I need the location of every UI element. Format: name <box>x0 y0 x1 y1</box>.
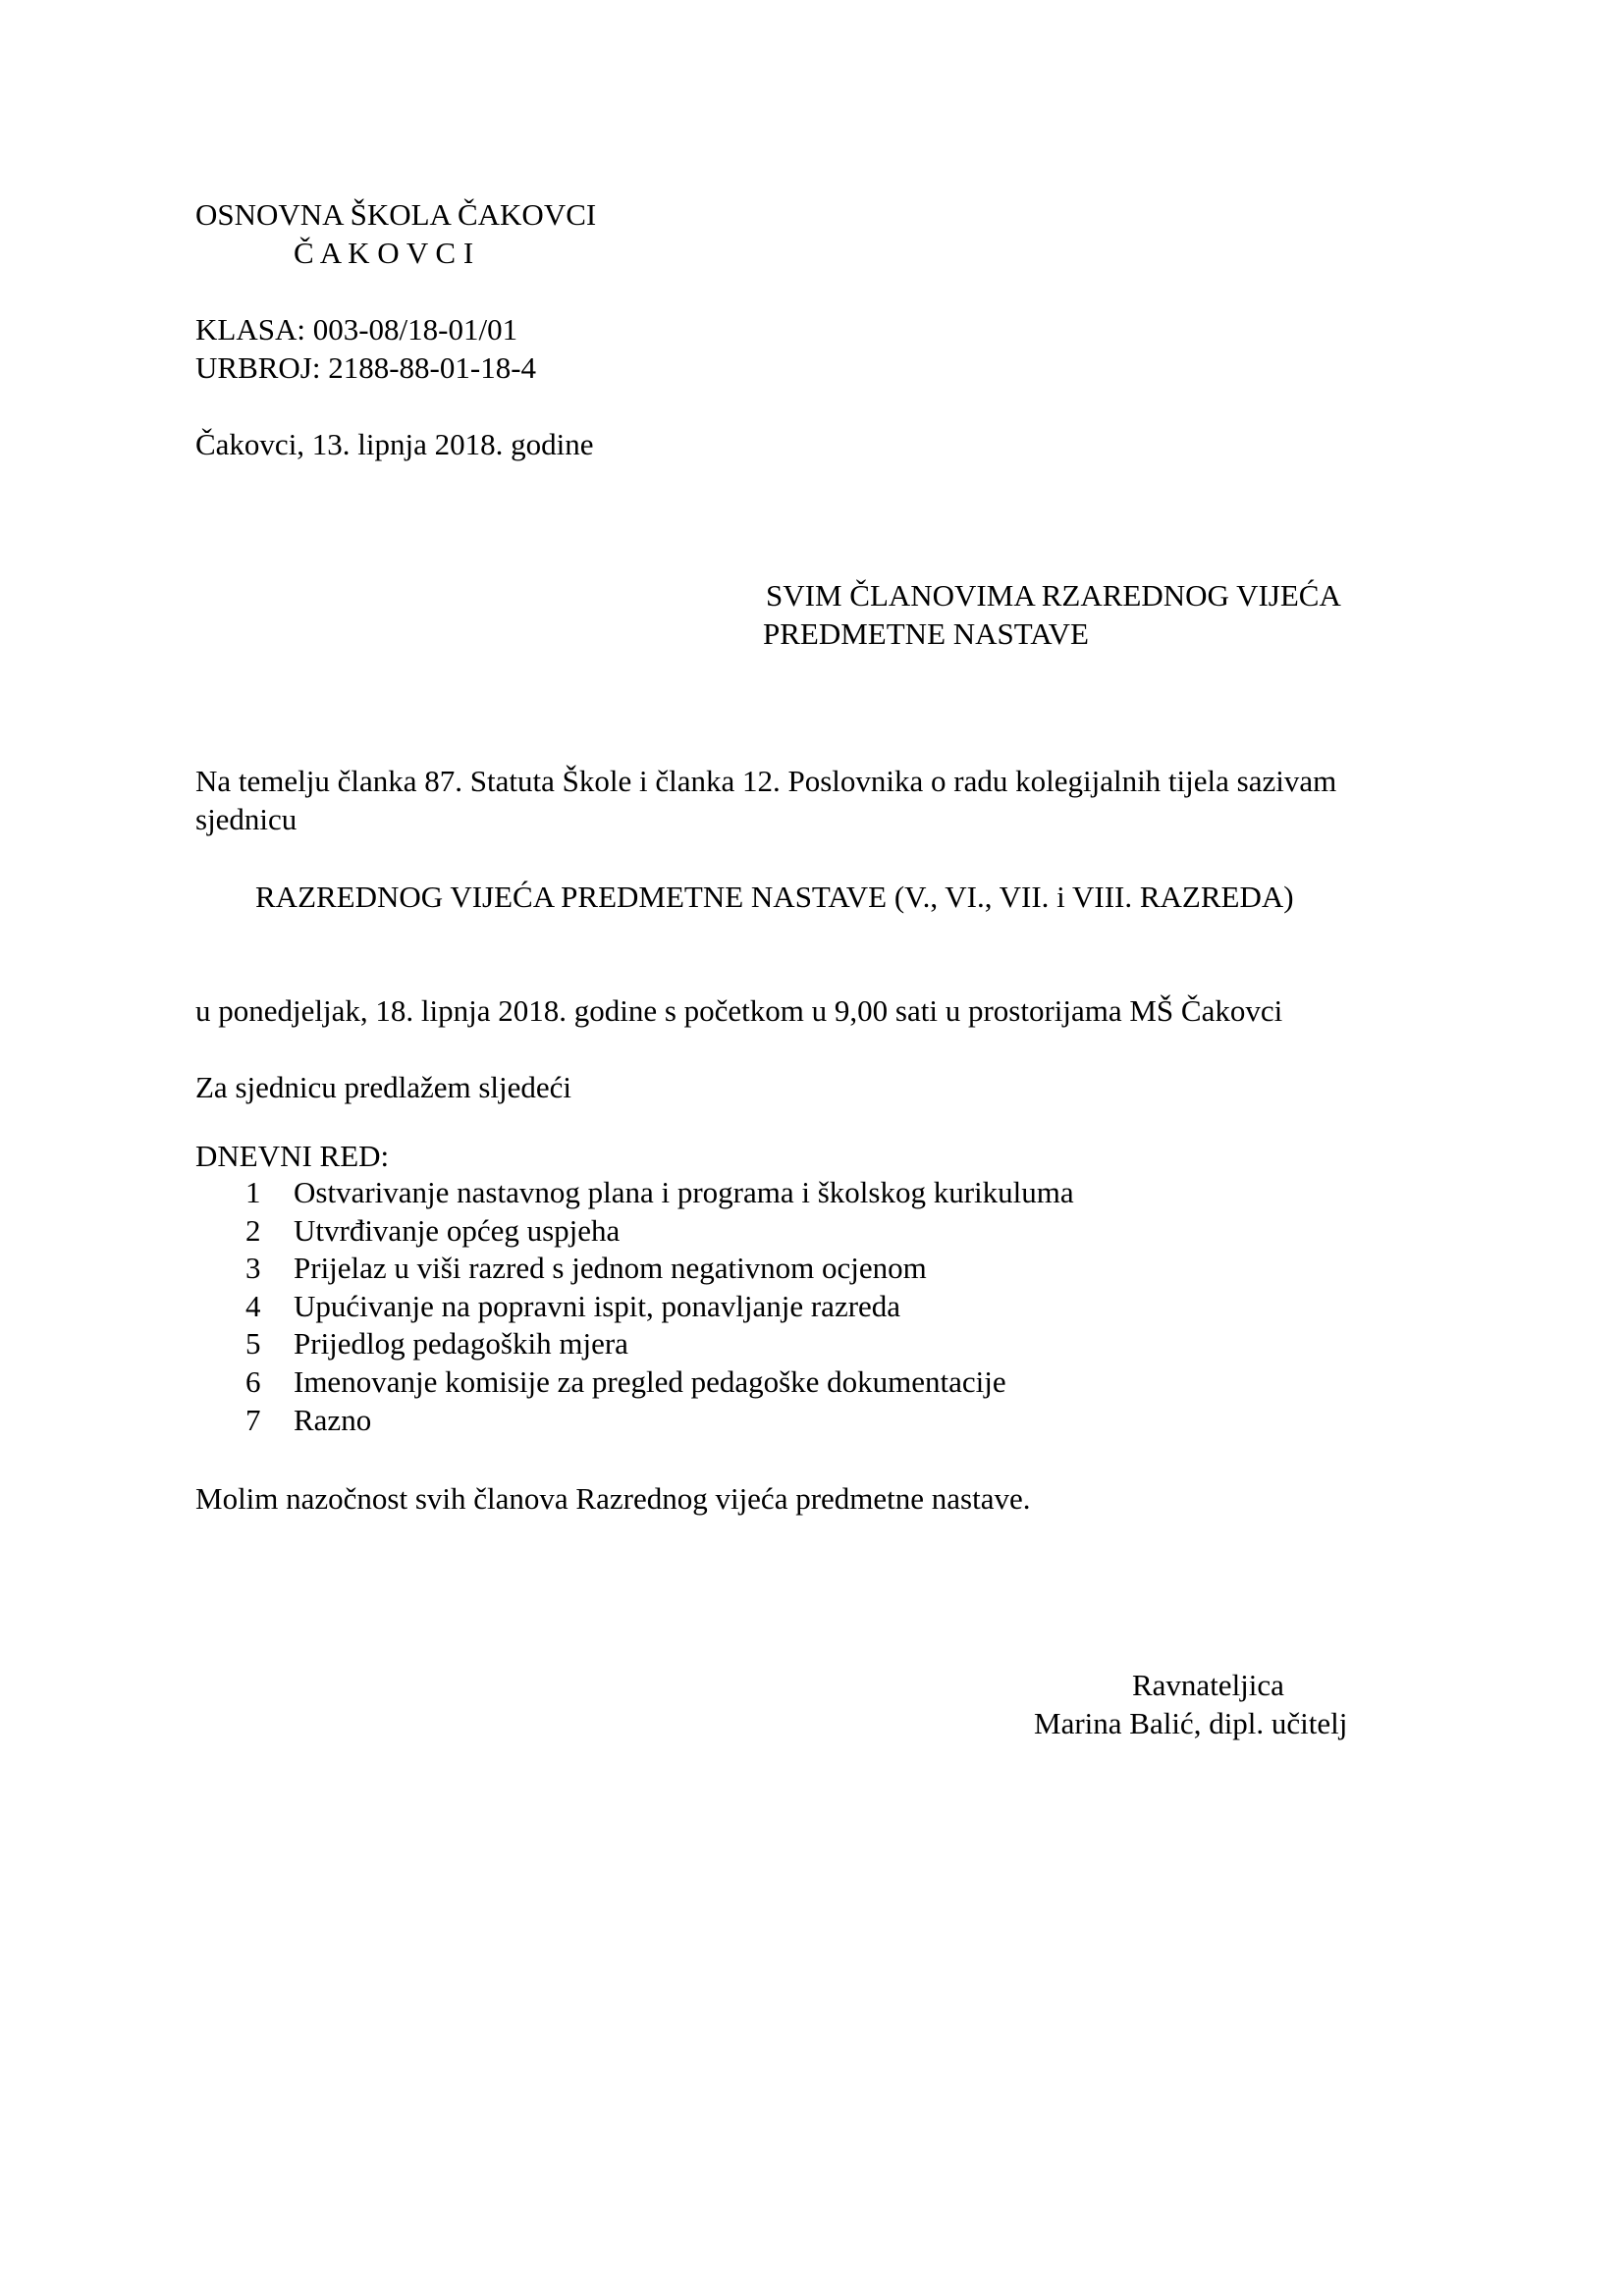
urbroj-number: URBROJ: 2188-88-01-18-4 <box>195 350 537 385</box>
agenda-item-text: Utvrđivanje općeg uspjeha <box>294 1212 621 1248</box>
agenda-item-number: 2 <box>245 1212 261 1248</box>
agenda-heading: DNEVNI RED: <box>195 1139 390 1173</box>
signature-title: Ravnateljica <box>1132 1668 1284 1702</box>
agenda-item-text: Ostvarivanje nastavnog plana i programa i školskog kurikuluma <box>294 1175 1074 1209</box>
closing-request: Molim nazočnost svih članova Razrednog vijeća predmetne nastave. <box>195 1481 1031 1516</box>
agenda-item-text: Prijelaz u viši razred s jednom negativnom ocjenom <box>294 1251 927 1286</box>
intro-line-2: sjednicu <box>195 802 298 836</box>
agenda-item-number: 3 <box>245 1251 261 1286</box>
agenda-item-number: 5 <box>245 1326 261 1362</box>
agenda-item-text: Razno <box>294 1402 372 1437</box>
agenda-item-number: 6 <box>245 1363 261 1399</box>
recipient-line-2: PREDMETNE NASTAVE <box>763 616 1089 651</box>
session-time-place: u ponedjeljak, 18. lipnja 2018. godine s početkom u 9,00 sati u prostorijama MŠ Čakovci <box>195 993 1283 1028</box>
agenda-item-number: 1 <box>245 1175 261 1209</box>
agenda-item-text: Upućivanje na popravni ispit, ponavljanje razreda <box>294 1288 901 1323</box>
agenda-item-number: 4 <box>245 1288 261 1323</box>
agenda-item-number: 7 <box>245 1402 261 1437</box>
klasa-number: KLASA: 003-08/18-01/01 <box>195 312 518 347</box>
intro-line-1: Na temelju članka 87. Statuta Škole i članka 12. Poslovnika o radu kolegijalnih tijela sazivam <box>195 764 1337 798</box>
session-title: RAZREDNOG VIJEĆA PREDMETNE NASTAVE (V., VI., VII. i VIII. RAZREDA) <box>255 880 1294 914</box>
agenda-item-text: Imenovanje komisije za pregled pedagoške dokumentacije <box>294 1363 1006 1399</box>
school-name: OSNOVNA ŠKOLA ČAKOVCI <box>195 197 597 232</box>
agenda-proposal: Za sjednicu predlažem sljedeći <box>195 1070 572 1104</box>
recipient-line-1: SVIM ČLANOVIMA RZAREDNOG VIJEĆA <box>766 578 1341 613</box>
signature-name: Marina Balić, dipl. učitelj <box>1034 1706 1348 1740</box>
agenda-item-text: Prijedlog pedagoških mjera <box>294 1326 628 1362</box>
school-place: Č A K O V C I <box>294 236 474 270</box>
document-date: Čakovci, 13. lipnja 2018. godine <box>195 427 594 461</box>
